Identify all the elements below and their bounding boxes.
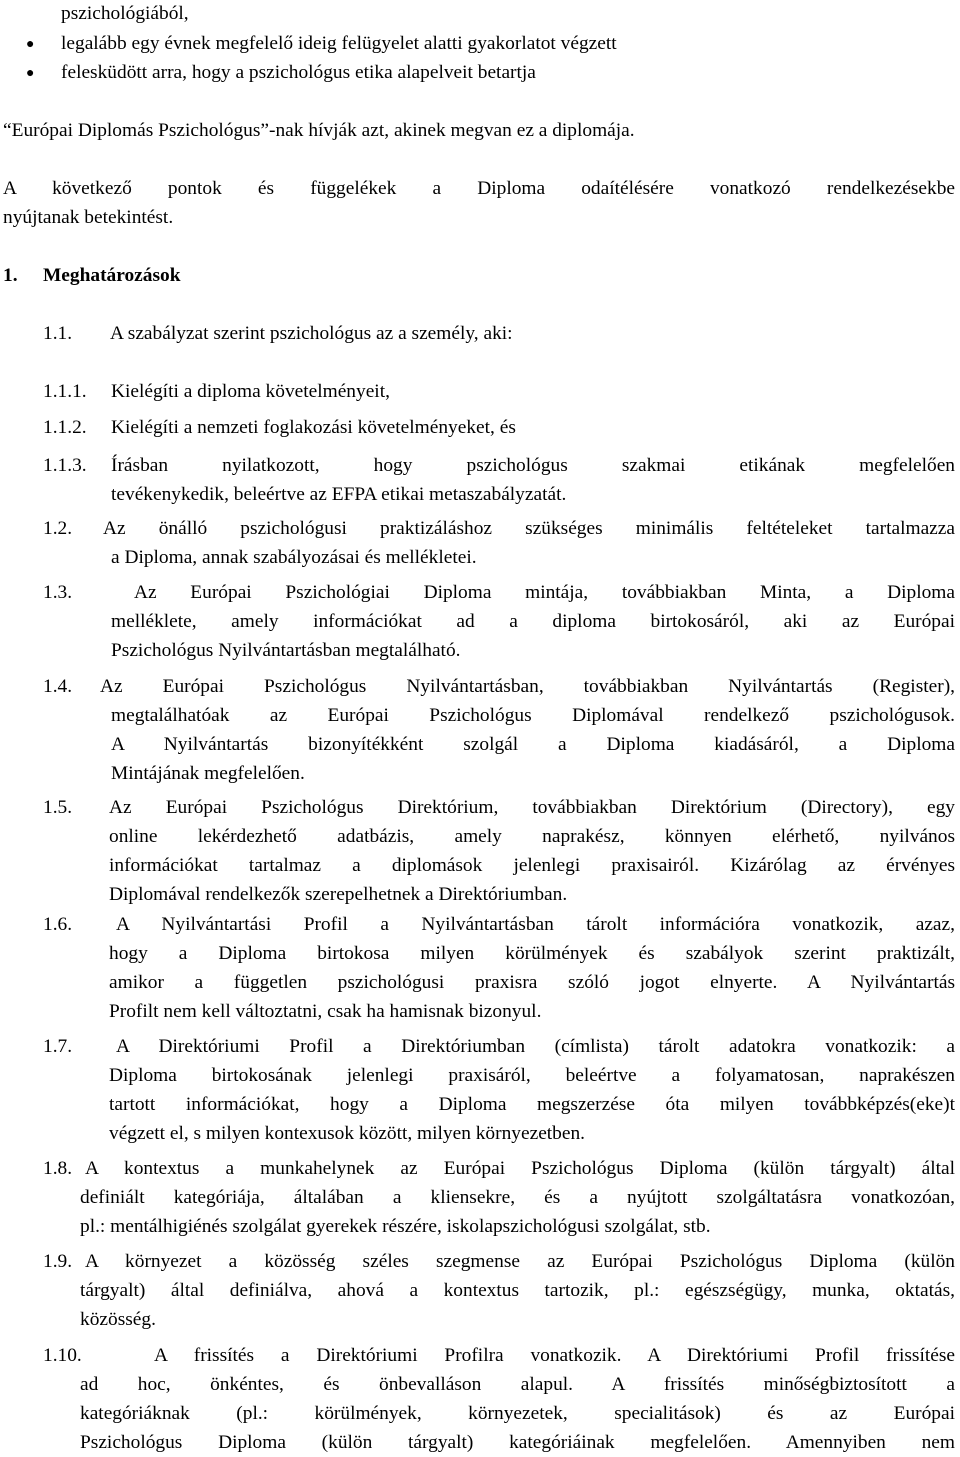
item-text: megtalálhatóak az Európai Pszichológus Diplomával rendelkező pszichológusok. [111,705,955,726]
item-text: Kielégíti a diploma követelményeit, [111,381,390,402]
section-number: 1. [3,265,18,286]
item-text: információkat tartalmaz a diplomások jelenlegi praxisairól. Kizárólag az érvényes [109,855,955,876]
item-text: végzett el, s milyen kontexusok között, milyen környezetben. [109,1123,586,1144]
item-text: Írásban nyilatkozott, hogy pszichológus szakmai etikának megfelelően [111,455,955,476]
item-text: Mintájának megfelelően. [111,763,305,784]
item-number: 1.8. [43,1158,73,1179]
item-text: ad hoc, önkéntes, és önbevalláson alapul. A frissítés minőségbiztosított a [80,1374,955,1395]
item-text: A szabályzat szerint pszichológus az a személy, aki: [110,323,513,344]
item-text: A Direktóriumi Profil a Direktóriumban (címlista) tárolt adatokra vonatkozik: a [116,1036,955,1057]
item-text: kategóriáknak (pl.: körülmények, környezetek, specialitások) és az Európai [80,1403,955,1424]
item-text: definiált kategóriája, általában a kliensekre, és a nyújtott szolgáltatásra vonatkozóan, [80,1187,955,1208]
item-text: pl.: mentálhigiénés szolgálat gyerekek részére, iskolapszichológusi szolgálat, stb. [80,1216,711,1237]
item-text: tartott információkat, hogy a Diploma megszerzése óta milyen továbbképzés(eke)t [109,1094,955,1115]
item-text: hogy a Diploma birtokosa milyen körülmények és szabályok szerint praktizált, [109,943,955,964]
item-text: A kontextus a munkahelynek az Európai Pszichológus Diploma (külön tárgyalt) által [85,1158,955,1179]
item-number: 1.1.1. [43,381,87,402]
item-number: 1.7. [43,1036,73,1057]
item-text: melléklete, amely információkat ad a diploma birtokosáról, aki az Európai [111,611,955,632]
item-number: 1.1. [43,323,73,344]
item-text: tárgyalt) által definiálva, ahová a kontextus tartozik, pl.: egészségügy, munka, oktatás, [80,1280,955,1301]
bullet-item: felesküdött arra, hogy a pszichológus etika alapelveit betartja [61,62,536,83]
item-text: Az Európai Pszichológiai Diploma mintája, továbbiakban Minta, a Diploma [134,582,955,603]
item-text: Diploma birtokosának jelenlegi praxisáról, beleértve a folyamatosan, naprakészen [109,1065,955,1086]
item-text: Az Európai Pszichológus Nyilvántartásban, továbbiakban Nyilvántartás (Register), [100,676,955,697]
item-number: 1.10. [43,1345,82,1366]
item-text: a Diploma, annak szabályozásai és mellékletei. [111,547,477,568]
item-text: online lekérdezhető adatbázis, amely naprakész, könnyen elérhető, nyilvános [109,826,955,847]
item-text: Kielégíti a nemzeti foglakozási követelményeket, és [111,417,516,438]
item-text: közösség. [80,1309,156,1330]
item-text: Az Európai Pszichológus Direktórium, továbbiakban Direktórium (Directory), egy [109,797,955,818]
intro-paragraph: nyújtanak betekintést. [3,207,174,228]
item-number: 1.6. [43,914,73,935]
item-text: A frissítés a Direktóriumi Profilra vonatkozik. A Direktóriumi Profil frissítése [154,1345,955,1366]
section-title: Meghatározások [43,265,181,286]
item-text: Pszichológus Nyilvántartásban megtalálható. [111,640,461,661]
item-number: 1.4. [43,676,73,697]
item-number: 1.3. [43,582,73,603]
item-text: A Nyilvántartás bizonyítékként szolgál a Diploma kiadásáról, a Diploma [111,734,955,755]
item-text: Diplomával rendelkezők szerepelhetnek a Direktóriumban. [109,884,568,905]
item-number: 1.2. [43,518,73,539]
bullet-icon: ● [26,37,35,52]
item-text: amikor a független pszichológusi praxisra szóló jogot elnyerte. A Nyilvántartás [109,972,955,993]
item-text: Az önálló pszichológusi praktizáláshoz szükséges minimális feltételeket tartalmazza [103,518,955,539]
item-number: 1.5. [43,797,73,818]
item-text: tevékenykedik, beleértve az EFPA etikai metaszabályzatát. [111,484,567,505]
intro-paragraph: A következő pontok és függelékek a Diploma odaítélésére vonatkozó rendelkezésekbe [3,178,955,199]
item-number: 1.1.2. [43,417,87,438]
item-text: Profilt nem kell változtatni, csak ha hamisnak bizonyul. [109,1001,542,1022]
item-number: 1.1.3. [43,455,87,476]
bullet-item: legalább egy évnek megfelelő ideig felügyelet alatti gyakorlatot végzett [61,33,617,54]
continued-line: pszichológiából, [61,3,189,24]
item-text: Pszichológus Diploma (külön tárgyalt) kategóriáinak megfelelően. Amennyiben nem [80,1432,955,1453]
item-text: A környezet a közösség széles szegmense az Európai Pszichológus Diploma (külön [85,1251,955,1272]
item-text: A Nyilvántartási Profil a Nyilvántartásban tárolt információra vonatkozik, azaz, [116,914,955,935]
bullet-icon: ● [26,66,35,81]
item-number: 1.9. [43,1251,73,1272]
intro-paragraph: “Európai Diplomás Pszichológus”-nak hívják azt, akinek megvan ez a diplomája. [3,120,635,141]
